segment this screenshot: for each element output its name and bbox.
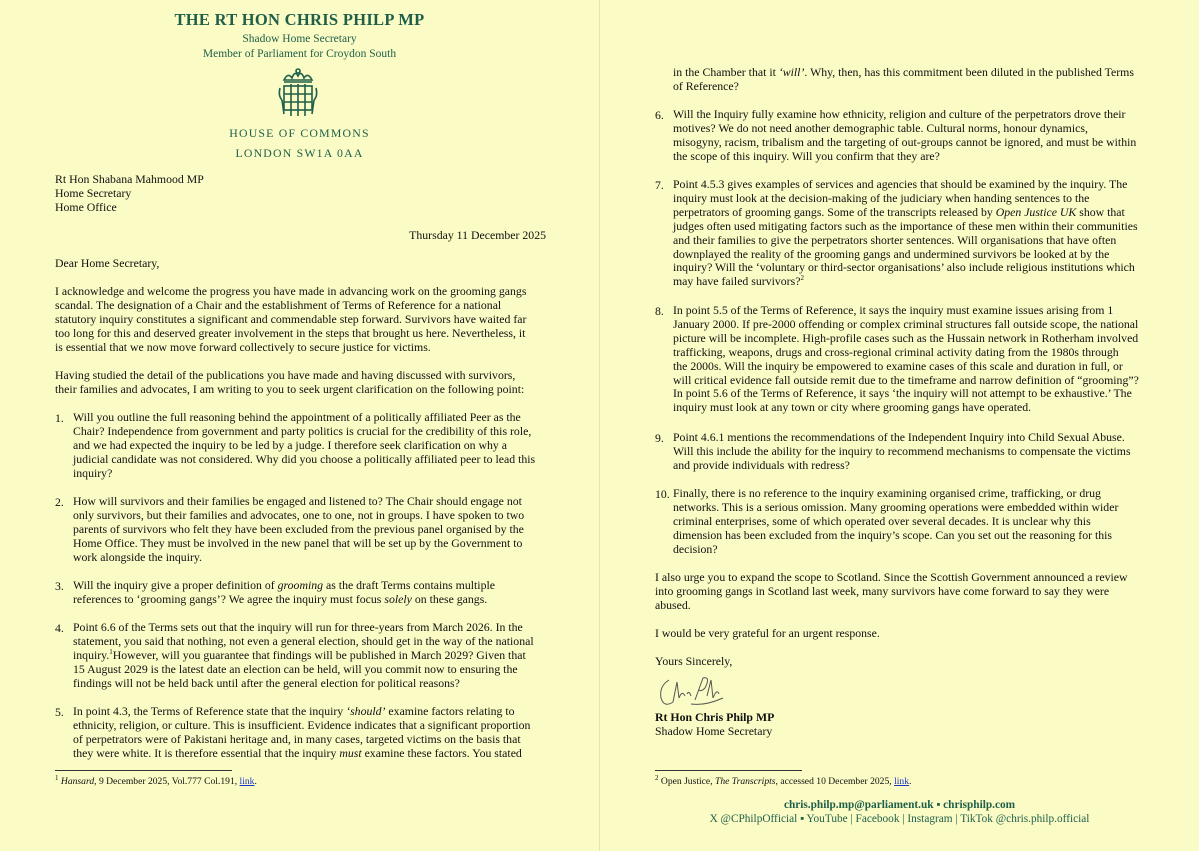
point-line: Finally, there is no reference to the inquiry examining organised crime, trafficking, or drug [673,486,1101,500]
point-6 [673,108,1146,164]
recipient-title: Home Secretary [55,185,132,200]
point-line: motives? We do not need another demographic table. Cultural norms, honour dynamics, [673,120,1088,135]
point-4 [73,621,546,691]
letter-date: Thursday 11 December 2025 [409,228,546,242]
sender-role: Shadow Home Secretary [242,33,357,45]
point-line: statement, you said that nothing, not even a general election, should get in the way of the national [73,633,534,648]
point-3 [73,579,546,607]
contact-email-website[interactable]: chris.philp.mp@parliament.uk ▪ chrisphilp.com [783,799,1016,811]
recipient-block [55,173,204,215]
house-of-commons: HOUSE OF COMMONS [229,126,370,140]
contact-social-links[interactable]: X @CPhilpOfficial ▪ YouTube | Facebook | Instagram | TikTok @chris.philp.official [709,813,1090,825]
point-line: networks. This is a serious omission. Many grooming operations were embedded within wider [673,499,1119,514]
point-9 [673,431,1146,473]
signatory-name: Rt Hon Chris Philp MP [655,710,775,724]
footnote-rule [55,770,232,771]
point-line: they were white. It is therefore essential that the inquiry must examine these factors. You stated [73,745,522,760]
point-number: 3. [55,579,64,593]
point-line: the 2000s. Will the inquiry be empowered to examine cases of this scale and duration in full, or [673,358,1123,373]
footnote-1-link[interactable]: link [239,776,255,787]
point-line: findings will not be held back until after the general election for political reasons? [73,675,460,690]
point-line: Will this include the ability for the inquiry to recommend mechanisms to compensate the victims [673,443,1131,458]
point-1 [73,411,546,481]
recipient-name: Rt Hon Shabana Mahmood MP [55,172,204,186]
signatory-title: Shadow Home Secretary [655,724,773,738]
signature-mark [655,668,727,710]
point-number: 9. [655,431,664,445]
point-line: may have failed survivors?$^2$ [673,274,804,289]
sender-constituency: Member of Parliament for Croydon South [202,48,397,60]
point-line: inquiry.$^1$However, will you guarantee that findings will be published in March 2029? Given that [73,647,526,662]
point-line: How will survivors and their families be engaged and listened to? The Chair should engage not [73,494,522,508]
point-number: 2. [55,495,64,509]
context-line: their families and advocates, I am writing to you to seek urgent clarification on the following point: [55,381,525,396]
point-line: downplayed the reality of the grooming gangs and undermined survivors be looked at by the [673,246,1110,261]
footnote-rule [655,770,802,771]
sender-name: THE RT HON CHRIS PHILP MP [174,10,425,29]
point-line: inquiry? [73,465,113,480]
recipient-office: Home Office [55,199,117,214]
scotland-paragraph [655,571,1146,613]
point-line: inquiry must look at any town or city where grooming gangs have operated. [673,400,1032,415]
point-line: only survivors, but their families and advocates, one to one, not in groups. I have spoken to two [73,507,525,522]
context-line: Having studied the detail of the publications you have made and having discussed with survivors, [55,368,516,382]
point-line: in the Chamber that it ‘will’. Why, then, has this commitment been diluted in the published Terms [673,65,1134,79]
point-line: inquiry? Will the ‘voluntary or third-sector organisations’ also include religious institutions which [673,260,1135,275]
scotland-line: abused. [655,597,691,612]
point-line: criminal enterprises, some of which operated over several decades. It is unclear why this [673,513,1091,528]
point-line: In point 4.3, the Terms of Reference state that the inquiry ‘should’ examine factors relating to [73,704,515,718]
point-line: Will the Inquiry fully examine how ethnicity, religion and culture of the perpetrators drove their [673,107,1126,121]
context-paragraph [55,369,546,397]
point-number: 5. [55,705,64,719]
point-line: Will you outline the full reasoning behind the appointment of a politically affiliated Peer as the [73,410,521,424]
point-number: 8. [655,304,664,318]
intro-line: too long for this and deserved greater involvement in the steps that brought us here. Nevertheless, it [55,325,526,340]
point-number: 1. [55,411,64,425]
point-line: decision? [673,541,718,556]
point-line: trafficking, weapons, drugs and cross-regional criminal activity dating from the 1980s through [673,344,1119,359]
point-line: Will the inquiry give a proper definition of grooming as the draft Terms contains multiple [73,578,495,592]
footnote-ref[interactable]: 2 [800,274,804,283]
point-line: Point 4.6.1 mentions the recommendations of the Independent Inquiry into Child Sexual Abuse. [673,430,1125,444]
point-number: 6. [655,108,664,122]
point-line: judges often used mitigating factors such as the importance of these men within their communities [673,218,1138,233]
point-5 [73,705,546,761]
point-line: judicial candidate was not considered. Why did you choose a politically affiliated peer to lead this [73,451,536,466]
point-line: In point 5.6 of the Terms of Reference, it says ‘the inquiry will not attempt to be exhaustive.’ The [673,386,1132,401]
point-line: misogyny, racism, tribalism and the targeting of out-groups cannot be ignored, and must be within [673,134,1137,149]
point-line: the scope of this inquiry. Will you confirm that they are? [673,148,940,163]
footnote-ref[interactable]: 1 [109,647,113,656]
footnote-2: $^2$ Open Justice, The Transcripts, accessed 10 December 2025, link. [655,773,912,787]
point-line: of perpetrators were of Pakistani heritage and, in many cases, targeted victims on the basis that [73,731,521,746]
point-10 [673,487,1146,557]
point-line: Home Office. They must be involved in the new panel that will be set up by the Government to [73,535,523,550]
point-line: and we had expected the inquiry to be led by a judge. I therefore seek clarification on why a [73,437,508,452]
point-line: Point 6.6 of the Terms sets out that the inquiry will run for three-years from March 2026. In the [73,620,523,634]
page-divider [599,0,600,851]
point-line: picture will be incomplete. High-profile cases such as the Hussain network in Rotherham involved [673,330,1139,345]
point-line: 15 August 2029 is the latest date an election can be held, will you commit now to ensuring the [73,661,518,676]
point-line: perpetrators of grooming gangs. Some of the transcripts released by Open Justice UK show that [673,204,1125,219]
point-line: Point 4.5.3 gives examples of services and agencies that should be examined by the inquiry. The [673,177,1128,191]
salutation: Dear Home Secretary, [55,256,160,270]
point-8 [673,304,1146,415]
footnote-2-link[interactable]: link [894,776,909,787]
point-7 [673,178,1146,289]
point-line: of Reference? [673,78,739,93]
house-address: LONDON SW1A 0AA [235,146,364,160]
point-number: 7. [655,178,664,192]
point-line: references to ‘grooming gangs’? We agree the inquiry must focus solely on these gangs. [73,591,488,606]
point-number: 4. [55,621,64,635]
point-line: and their families to give the perpetrators shorter sentences. Will organisations that have often [673,232,1117,247]
point-5-continued [673,66,1146,94]
point-line: will critical evidence fall outside remit due to the timeframe and narrow definition of “grooming”? [673,372,1139,387]
urgent-request: I would be very grateful for an urgent response. [655,626,880,640]
point-line: work alongside the inquiry. [73,549,202,564]
point-line: ethnicity, religion, or culture. This is insufficient. Evidence indicates that a significant proportion [73,717,531,732]
intro-paragraph [55,285,546,355]
scotland-line: I also urge you to expand the scope to Scotland. Since the Scottish Government announced a review [655,570,1128,584]
point-line: In point 5.5 of the Terms of Reference, it says the inquiry must examine issues arising from 1 [673,303,1114,317]
point-2 [73,495,546,565]
point-line: inquiry must look at the decision-making of the judiciary when handing sentences to the [673,190,1090,205]
closing: Yours Sincerely, [655,654,733,668]
point-line: Chair? Independence from government and party politics is crucial for the credibility of this role, [73,423,532,438]
point-line: parents of survivors who felt they have been excluded from the previous panel organised by the [73,521,524,536]
point-line: dimension has been excluded from the inquiry’s scope. Can you set out the reasoning for this [673,527,1113,542]
intro-line: I acknowledge and welcome the progress you have made in advancing work on the grooming gangs [55,284,527,298]
intro-line: scandal. The designation of a Chair and the establishment of Terms of Reference for a national [55,297,502,312]
portcullis-crest-icon [276,66,320,122]
point-line: January 2000. If pre-2000 offending or complex criminal structures fall outside scope, the national [673,316,1139,331]
intro-line: is essential that we now move forward collectively to secure justice for victims. [55,339,431,354]
scotland-line: into grooming gangs in Scotland last week, many survivors have come forward to say they were [655,583,1110,598]
point-line: and provide individuals with redress? [673,457,850,472]
footnote-1: $^1$ Hansard, 9 December 2025, Vol.777 Col.191, link. [55,773,257,787]
intro-line: statutory inquiry constitutes a significant and commendable step forward. Survivors have waited far [55,311,527,326]
point-number: 10. [655,487,670,501]
